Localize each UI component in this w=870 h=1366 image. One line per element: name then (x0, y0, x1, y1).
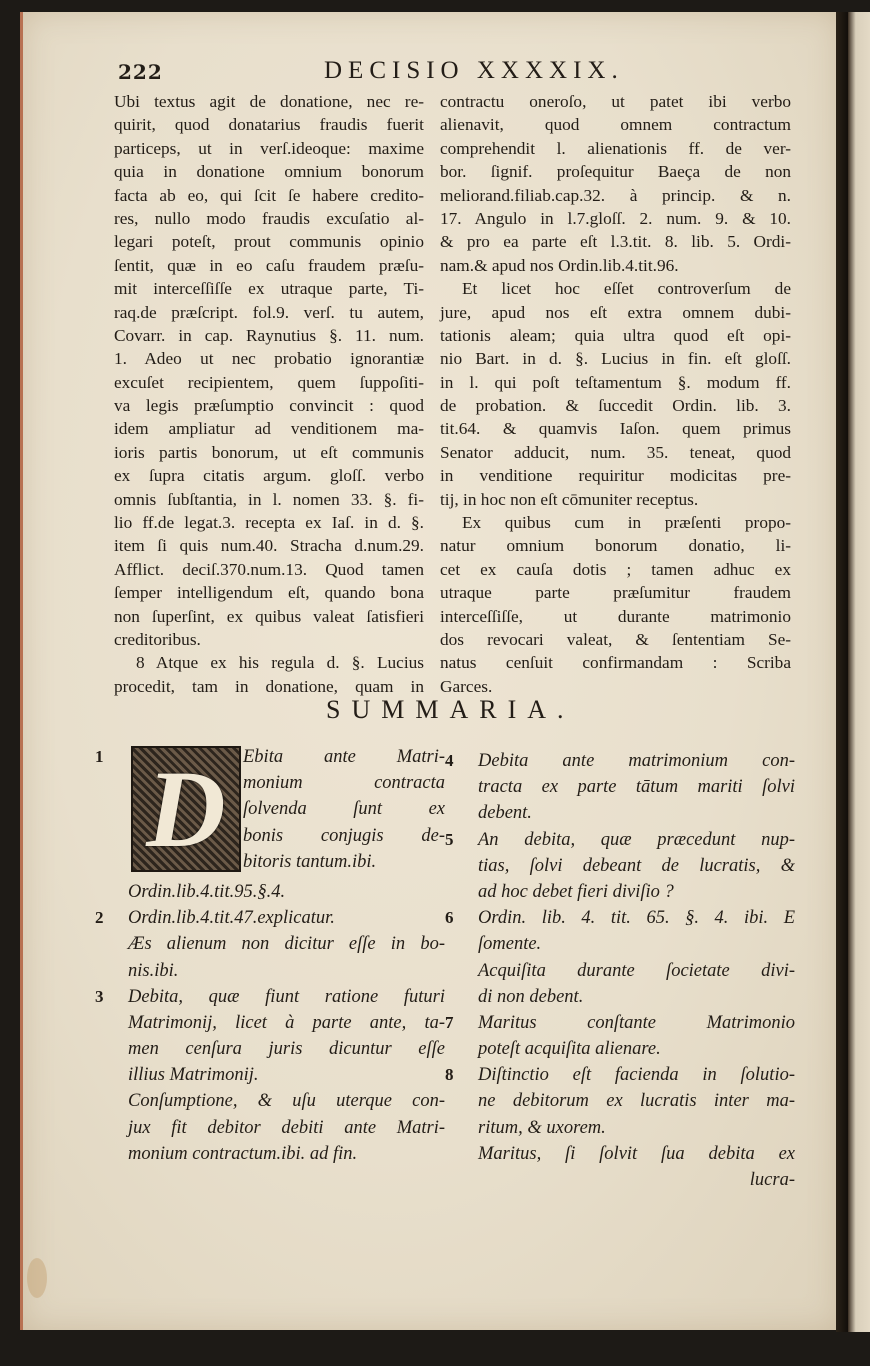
text-line: item ſi quis num.40. Stracha d.num.29. (114, 536, 424, 556)
text-line: quia in donatione omnium bonorum (114, 162, 424, 182)
summary-item (95, 744, 445, 905)
summary-item (445, 748, 795, 827)
summary-line: An debita, quæ præcedunt nup- (478, 829, 795, 850)
text-line: creditoribus. (114, 629, 201, 649)
text-line: tit.64. & quamvis Iaſon. quem primus (440, 419, 791, 439)
text-line: quirit, quod donatarius fraudis fuerit (114, 115, 424, 135)
summaria-left-column (95, 744, 445, 1167)
page-number: 222 (118, 60, 163, 84)
text-line: omnis ſubſtantia, in l. nomen 33. §. fi- (114, 489, 424, 509)
summary-line: Maritus conſtante Matrimonio (478, 1012, 795, 1033)
summary-line: ne debitorum ex lucratis inter ma- (478, 1091, 795, 1112)
summary-line: ritum, & uxorem. (478, 1117, 606, 1138)
text-line: ex ſupra citatis argum. gloſſ. verbo (114, 466, 424, 486)
text-line: de probation. & ſuccedit Ordin. lib. 3. (440, 396, 791, 416)
summary-item-number: 5 (445, 829, 454, 849)
body-right-column (440, 90, 791, 698)
summary-line: men cenſura juris dicuntur eſſe (128, 1039, 445, 1060)
text-line: jure, apud nos eſt extra omnem dubi- (440, 302, 791, 322)
summary-item-number: 4 (445, 751, 454, 770)
text-line: tationis aleam; quia ultra quod eſt opi- (440, 325, 791, 345)
text-line: 17. Angulo in l.7.gloſſ. 2. num. 9. & 10. (440, 208, 791, 228)
summary-line: Maritus, ſi ſolvit ſua debita ex (478, 1143, 795, 1164)
ornamental-drop-cap (131, 746, 241, 872)
summary-item-number: 1 (95, 747, 104, 766)
summary-line: Conſumptione, & uſu uterque con- (128, 1091, 445, 1112)
summary-line: bonis conjugis de- (243, 825, 445, 846)
summary-line: tias, ſolvi debeant de lucratis, & (478, 855, 795, 876)
summary-item (445, 1062, 795, 1193)
text-line: procedit, tam in donatione, quam in (114, 676, 424, 696)
text-line: Covarr. in cap. Raynutius §. 11. num. (114, 325, 424, 345)
summary-line: Diſtinctio eſt facienda in ſolutio- (478, 1065, 795, 1086)
text-line: Senator adducit, num. 35. teneat, quod (440, 442, 791, 462)
summary-line: di non debent. (478, 986, 584, 1007)
summary-item-number: 6 (445, 908, 454, 928)
summaria-heading: SUMMARIA. (326, 695, 575, 724)
text-line: lio ff.de legat.3. recepta ex Iaſ. in d. §. (114, 513, 424, 533)
text-line: non ſuperſint, ex quibus valeat ſatisfieri (114, 606, 424, 626)
summary-line: bitoris tantum.ibi. (243, 851, 377, 872)
summary-item (445, 1010, 795, 1062)
text-line: dos revocari valeat, & ſententiam Se- (440, 629, 791, 649)
summary-line: illius Matrimonij. (128, 1065, 259, 1086)
summary-line: tracta ex parte tātum mariti ſolvi (478, 777, 795, 798)
summary-item-number: 2 (95, 908, 104, 928)
text-line: alienavit, quod omnem contractum (440, 115, 791, 135)
paper-stain (27, 1258, 47, 1298)
text-line: Garces. (440, 676, 493, 696)
summary-line: Ordin.lib.4.tit.47.explicatur. (128, 908, 335, 929)
text-line: Afflict. deciſ.370.num.13. Quod tamen (114, 559, 424, 579)
summary-line: Ordin. lib. 4. tit. 65. §. 4. ibi. E (478, 908, 795, 929)
summary-line: jux fit debitor debiti ante Matri- (128, 1117, 445, 1138)
text-line: facta ab eo, qui ſcit ſe habere credito- (114, 185, 424, 205)
summary-item (445, 905, 795, 1010)
summary-line: lucra- (749, 1170, 795, 1190)
text-line: & pro ea parte eſt l.3.tit. 8. lib. 5. Ordi- (440, 232, 791, 252)
text-line: Et licet hoc eſſet controverſum de (462, 279, 791, 299)
summary-line: ſomente. (478, 934, 542, 955)
summary-item-number: 7 (445, 1012, 454, 1032)
text-line: nio Bart. in d. §. Lucius in fin. eſt gloſſ. (440, 349, 791, 369)
text-line: va legis præſumptio convincit : quod (114, 396, 424, 416)
summary-line: monium contracta (243, 773, 445, 794)
summary-item-number: 8 (445, 1065, 454, 1085)
text-line: raq.de præſcript. fol.9. verſ. tu autem, (114, 302, 424, 322)
running-head: DECISIO XXXXIX. (324, 57, 624, 84)
text-line: idem ampliatur ad venditionem ma- (114, 419, 424, 439)
text-line: res, nullo modo fraudis excuſatio al- (114, 208, 424, 228)
text-line: ſemper intelligendum eſt, quando bona (114, 583, 424, 603)
summary-line: Matrimonij, licet à parte ante, ta- (128, 1012, 445, 1033)
text-line: natur omnium bonorum donatio, li- (440, 536, 791, 556)
text-line: tij, in hoc non eſt cōmuniter receptus. (440, 489, 699, 509)
text-line: cet ex cauſa dotis ; tamen adhuc ex (440, 559, 791, 579)
summary-line: Ebita ante Matri- (243, 747, 445, 767)
text-line: particeps, ut in verſ.ideoque: maxime (114, 138, 424, 158)
text-line: natus cenſuit confirmandam : Scriba (440, 653, 791, 673)
summary-line: Ordin.lib.4.tit.95.§.4. (128, 881, 286, 902)
text-line: bor. ſignif. proſequitur Baeça de non (440, 162, 791, 182)
summary-line: ad hoc debet fieri diviſio ? (478, 881, 674, 902)
text-line: Ubi textus agit de donatione, nec re- (114, 92, 424, 111)
summary-line: Debita, quæ fiunt ratione futuri (128, 986, 445, 1007)
text-line: in l. qui poſt teſtamentum §. modum ff. (440, 372, 791, 392)
text-line: comprehendit l. alienationis ff. de ver- (440, 138, 791, 158)
text-line: Ex quibus cum in præſenti propo- (462, 513, 791, 533)
text-line: utraque parte præſumitur fraudem (440, 583, 791, 603)
summary-item (95, 984, 445, 1167)
text-line: ioris partis bonorum, ut eſt communis (114, 442, 424, 462)
summary-line: Acquiſita durante ſocietate divi- (478, 960, 795, 981)
summary-item (95, 905, 445, 984)
book-gutter (836, 12, 848, 1332)
summary-item-number: 3 (95, 986, 104, 1006)
facing-page-edge (848, 12, 870, 1332)
summary-line: poteſt acquiſita alienare. (478, 1039, 661, 1060)
summary-line: debent. (478, 803, 532, 824)
text-line: excuſet recipientem, quem ſuppoſiti- (114, 372, 424, 392)
text-line: ſentit, quæ in eo caſu fraudem præſu- (114, 255, 424, 275)
text-line: 1. Adeo ut nec probatio ignorantiæ (114, 349, 424, 369)
summary-item (445, 827, 795, 906)
text-line: mit interceſſiſſe ex utraque parte, Ti- (114, 279, 424, 299)
text-line: nam.& apud nos Ordin.lib.4.tit.96. (440, 255, 679, 275)
text-line: meliorand.filiab.cap.32. à princip. & n. (440, 185, 791, 205)
summaria-right-column (445, 748, 795, 1193)
summary-line: monium contractum.ibi. ad fin. (128, 1143, 358, 1164)
text-line: legari poteſt, prout communis opinio (114, 232, 424, 252)
text-line: interceſſiſſe, ut durante matrimonio (440, 606, 791, 626)
summary-line: nis.ibi. (128, 960, 179, 981)
summary-line: ſolvenda ſunt ex (243, 799, 445, 820)
drop-cap-letter: D (146, 748, 226, 870)
text-line: contractu oneroſo, ut patet ibi verbo (440, 92, 791, 111)
summary-line: Debita ante matrimonium con- (478, 751, 795, 771)
text-line: in venditione requiritur modicitas pre- (440, 466, 791, 486)
body-left-column (114, 90, 424, 698)
text-line: 8 Atque ex his regula d. §. Lucius (136, 653, 424, 673)
summary-line: Æs alienum non dicitur eſſe in bo- (128, 934, 445, 955)
